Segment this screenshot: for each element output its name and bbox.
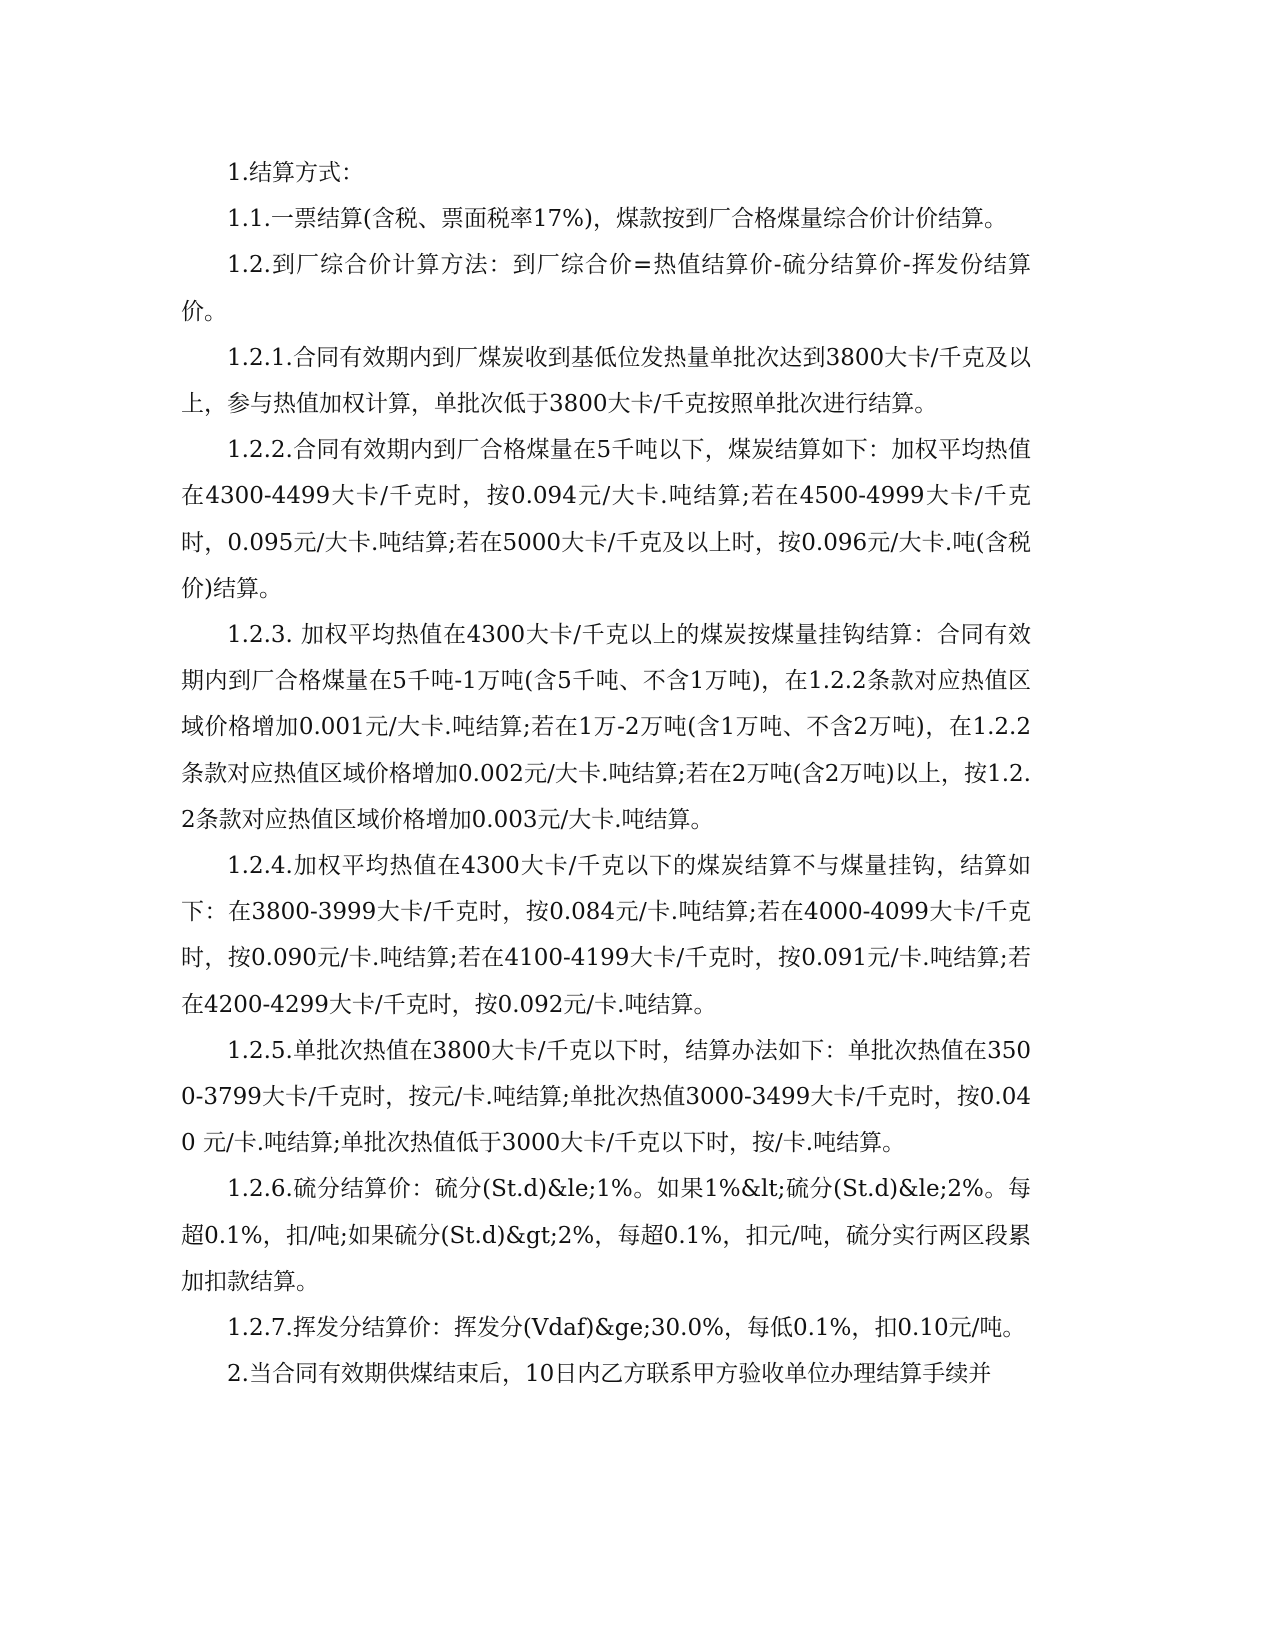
paragraph-settlement-method: 1.结算方式：: [227, 160, 364, 186]
paragraph-1-2-2-under-5k-tons: 1.2.2.合同有效期内到厂合格煤量在5千吨以下，煤炭结算如下：加权平均热值在4300-4499大卡/千克时，按0.094元/大卡.吨结算;若在4500-4999大卡/千克时，0.095元/大卡.吨结算;若在5000大卡/千克及以上时，按0.096元/大卡.吨(含税价)结算。: [181, 437, 1031, 602]
paragraph-1-2-1-batch-heat: 1.2.1.合同有效期内到厂煤炭收到基低位发热量单批次达到3800大卡/千克及以上，参与热值加权计算，单批次低于3800大卡/千克按照单批次进行结算。: [181, 344, 1031, 418]
paragraph-1-2-6-sulfur: 1.2.6.硫分结算价：硫分(St.d)&le;1%。如果1%&lt;硫分(St.d)&le;2%。每超0.1%，扣/吨;如果硫分(St.d)&gt;2%，每超0.1%，扣元/吨，硫分实行两区段累加扣款结算。: [181, 1176, 1031, 1295]
paragraph-1-2-4-below-4300: 1.2.4.加权平均热值在4300大卡/千克以下的煤炭结算不与煤量挂钩，结算如下：在3800-3999大卡/千克时，按0.084元/卡.吨结算;若在4000-4099大卡/千克时，按0.090元/卡.吨结算;若在4100-4199大卡/千克时，按0.091元/卡.吨结算;若在4200-4299大卡/千克时，按0.092元/卡.吨结算。: [181, 853, 1031, 1018]
paragraph-1-2-3-volume-linked: 1.2.3. 加权平均热值在4300大卡/千克以上的煤炭按煤量挂钩结算：合同有效期内到厂合格煤量在5千吨-1万吨(含5千吨、不含1万吨)，在1.2.2条款对应热值区域价格增加0.001元/大卡.吨结算;若在1万-2万吨(含1万吨、不含2万吨)，在1.2.2条款对应热值区域价格增加0.002元/大卡.吨结算;若在2万吨(含2万吨)以上，按1.2.2条款对应热值区域价格增加0.003元/大卡.吨结算。: [181, 622, 1031, 833]
paragraph-2-settlement-procedure: 2.当合同有效期供煤结束后，10日内乙方联系甲方验收单位办理结算手续并: [227, 1361, 992, 1388]
paragraph-1-2-7-volatile: 1.2.7.挥发分结算价：挥发分(Vdaf)&ge;30.0%，每低0.1%，扣0.10元/吨。: [227, 1315, 1026, 1342]
paragraph-1-1-invoice: 1.1.一票结算(含税、票面税率17%)，煤款按到厂合格煤量综合价计价结算。: [227, 206, 1007, 233]
document-page: [181, 150, 1031, 1397]
paragraph-1-2-5-below-3800: 1.2.5.单批次热值在3800大卡/千克以下时，结算办法如下：单批次热值在3500-3799大卡/千克时，按元/卡.吨结算;单批次热值3000-3499大卡/千克时，按0.040 元/卡.吨结算;单批次热值低于3000大卡/千克以下时，按/卡.吨结算。: [181, 1037, 1031, 1157]
paragraph-1-2-price-formula: 1.2.到厂综合价计算方法：到厂综合价=热值结算价-硫分结算价-挥发份结算价。: [181, 252, 1032, 325]
